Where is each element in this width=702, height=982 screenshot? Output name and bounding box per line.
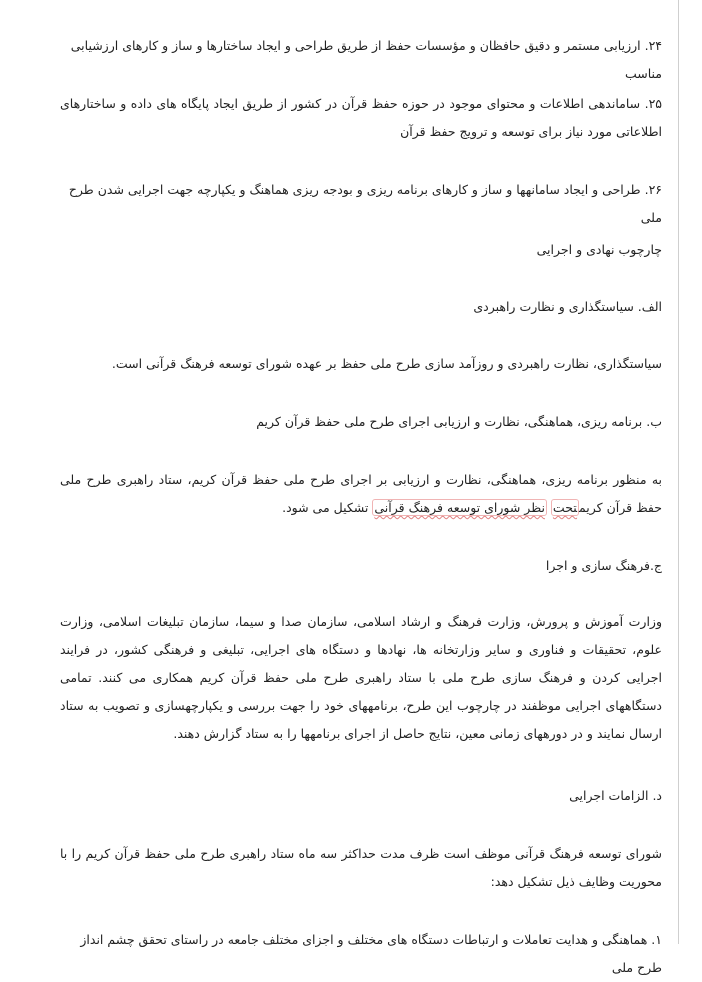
paragraph-dal: شورای توسعه فرهنگ قرآنی موظف است ظرف مدت حداکثر سه ماه ستاد راهبری طرح ملی حفظ قرآن کریم را با محوریت وظایف ذیل تشکیل دهد: xyxy=(60,846,662,889)
heading-framework: چارچوب نهادی و اجرایی xyxy=(536,242,662,257)
paragraph-alef: سیاستگذاری، نظارت راهبردی و روزآمد سازی طرح ملی حفظ بر عهده شورای توسعه فرهنگ قرآنی است. xyxy=(111,356,662,371)
item-26: ۲۶. طراحی و ایجاد سامانهها و ساز و کارهای برنامه ریزی و بودجه ریزی هماهنگ و یکپارچه جهت اجرایی شدن طرح ملی xyxy=(68,182,662,225)
item-1: ۱. هماهنگی و هدایت تعاملات و ارتباطات دستگاه های مختلف و اجزای مختلف جامعه در راستای تحقق چشم انداز طرح ملی xyxy=(80,932,662,975)
heading-alef: الف. سیاستگذاری و نظارت راهبردی xyxy=(473,299,662,314)
heading-be: ب. برنامه ریزی، هماهنگی، نظارت و ارزیابی اجرای طرح ملی حفظ قرآن کریم xyxy=(256,414,662,429)
paragraph-be xyxy=(60,466,662,522)
paragraph-be-text-2: تشکیل می شود. xyxy=(282,500,373,515)
heading-dal: د. الزامات اجرایی xyxy=(569,788,662,803)
spellcheck-mark: تحت xyxy=(552,500,578,515)
item-25: ۲۵. ساماندهی اطلاعات و محتوای موجود در حوزه حفظ قرآن در کشور از طریق ایجاد پایگاه های داده و ساختارهای اطلاعاتی مورد نیاز برای توسعه و ترویج حفظ قرآن xyxy=(60,96,662,139)
item-24: ۲۴. ارزیابی مستمر و دقیق حافظان و مؤسسات حفظ از طریق طراحی و ایجاد ساختارها و ساز و کارهای ارزشیابی مناسب xyxy=(70,38,662,81)
page-border xyxy=(678,0,679,944)
heading-jim: ج.فرهنگ سازی و اجرا xyxy=(545,558,662,573)
paragraph-jim: وزارت آموزش و پرورش، وزارت فرهنگ و ارشاد اسلامی، سازمان صدا و سیما، سازمان تبلیغات اسلامی، وزارت علوم، تحقیقات و فناوری و سایر وزارتخانه ها، نهادها و دستگاه های اجرایی، تبلیغی و فرهنگی کشور، در فرایند اجرایی کردن و فرهنگ سازی طرح ملی با ستاد راهبری طرح ملی حفظ قرآن کریم همکاری می کنند. تمامی دستگاههای اجرایی موظفند در چارچوب این طرح، برنامههای خود را جهت بررسی و یکپارچهسازی و تصویب به ستاد ارسال نمایند و در دورههای زمانی معین، نتایج حاصل از اجرای برنامهها را به ستاد گزارش دهند. xyxy=(60,614,662,741)
spellcheck-mark: نظر شورای توسعه فرهنگ قرآنی xyxy=(374,500,545,515)
paragraph-be-text-1: به منظور برنامه ریزی، هماهنگی، نظارت و ارزیابی بر اجرای طرح ملی حفظ قرآن کریم، ستاد راهبری طرح ملی حفظ قرآن کریم xyxy=(60,472,662,515)
